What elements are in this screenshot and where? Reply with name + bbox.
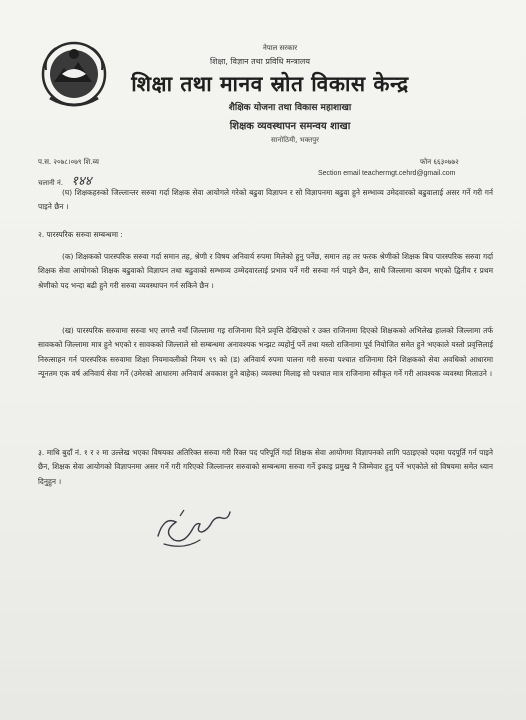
dispatch-label: चलानी नं.	[38, 179, 64, 187]
letter-number: प.स. २०७८।०७९ शि.व्य	[38, 158, 99, 166]
office-title: शिक्षा तथा मानव स्रोत विकास केन्द्र	[131, 72, 409, 96]
paragraph-2a: (क) शिक्षकको पारस्परिक सरुवा गर्दा समान तह, श्रेणी र विषय अनिवार्य रुपमा मिलेको हुनु पर्नेछ, समान तह तर फरक श्रेणीको शिक्षक बिच पारस्परिक सरुवा गर्दा शिक्षक सेवा आयोगको शिक्षक बढुवाको विज्ञापन तथा बढुवाको सम्भाव्य उम्मेदवारलाई प्रभाव पर्ने गरी सरुवा गर्न पाइने छैन, साथै जिल्लामा कायम भएको द्वितीय र प्रथम श्रेणीको पद भन्दा बढी हुने गरी सरुवा व्यवस्थापन गर्न सकिने छैन ।	[38, 252, 493, 290]
government-name: नेपाल सरकार	[262, 44, 298, 52]
paragraph-2b: (ख) पारस्परिक सरुवामा सरुवा भए लगत्तै नयाँ जिल्लामा गइ राजिनामा दिने प्रवृत्ति देखिएको र उक्त राजिनामा दिएको शिक्षकको अभिलेख हालको जिल्लामा तर्फ सावकको जिल्लामा मात्र हुने भएको र सावकको जिल्लाले सो सम्बन्धमा अनावश्यक भन्झट व्यहोर्नु पर्ने तथा यस्तो राजिनामा पूर्व नियोजित समेत हुने भएकाले यस्तो प्रवृत्तिलाई निरुत्साहन गर्न पारस्परिक सरुवामा शिक्षा नियमावलीको नियम ९९ को (ड) अनिवार्य रुपमा पालना गरी सरुवा पश्चात राजिनामा दिने शिक्षकको सेवा अवधिको आधारमा न्यूनतम एक वर्ष अनिवार्य सेवा गर्ने (उमेरको आधारमा अनिवार्य अवकाश हुने बाहेक) व्यवस्था मिलाइ सो पश्चात मात्र राजिनामा स्वीकृत गर्ने गरी आवश्यक व्यवस्था मिलाउने ।	[38, 326, 493, 378]
section-name: शिक्षक व्यवस्थापन समन्वय शाखा	[229, 121, 351, 132]
signature-icon	[150, 496, 240, 554]
paragraph-3: ३. माथि बुदाँ नं. १ र २ मा उल्लेख भएका विषयका अतिरिक्त सरुवा गरी रिक्त पद परिपूर्ति गर्दा शिक्षक सेवा आयोगमा विज्ञापनको लागि पठाइएको पदमा पदपूर्ति गर्न पाइने छैन, शिक्षक सेवा आयोगको विज्ञापनमा असर गर्ने गरी गरिएको जिल्लान्तर सरुवाको सम्बन्धमा सरुवा गर्ने इकाइ प्रमुख नै जिम्मेवार हुनु पर्ने भएकोले सो विषयमा समेत ध्यान दिनुहुन ।	[38, 448, 493, 486]
section-email: Section email teachermgt.cehrd@gmail.com	[318, 170, 456, 177]
ministry-name: शिक्षा, विज्ञान तथा प्रविधि मन्त्रालय	[210, 57, 310, 66]
paragraph-1d: (घ) शिक्षकहरुको जिल्लान्तर सरुवा गर्दा शिक्षक सेवा आयोगले गरेको बढुवा विज्ञापन र सो विज्ञापनमा बढुवा हुने सम्भाव्य उमेदवारको बढुवालाई असर गर्ने गरी गर्न पाइने छैन ।	[38, 188, 493, 212]
government-emblem-icon	[40, 40, 108, 110]
section-heading-2: २. पारस्परिक सरुवा सम्बन्धमा :	[38, 230, 123, 239]
dispatch-number: १४४	[71, 174, 92, 189]
division-name: शैक्षिक योजना तथा विकास महाशाखा	[228, 103, 352, 113]
phone-number: फोन ६६३०७७२	[420, 158, 459, 166]
office-location: सानोठिमी, भक्तपुर	[270, 136, 320, 144]
